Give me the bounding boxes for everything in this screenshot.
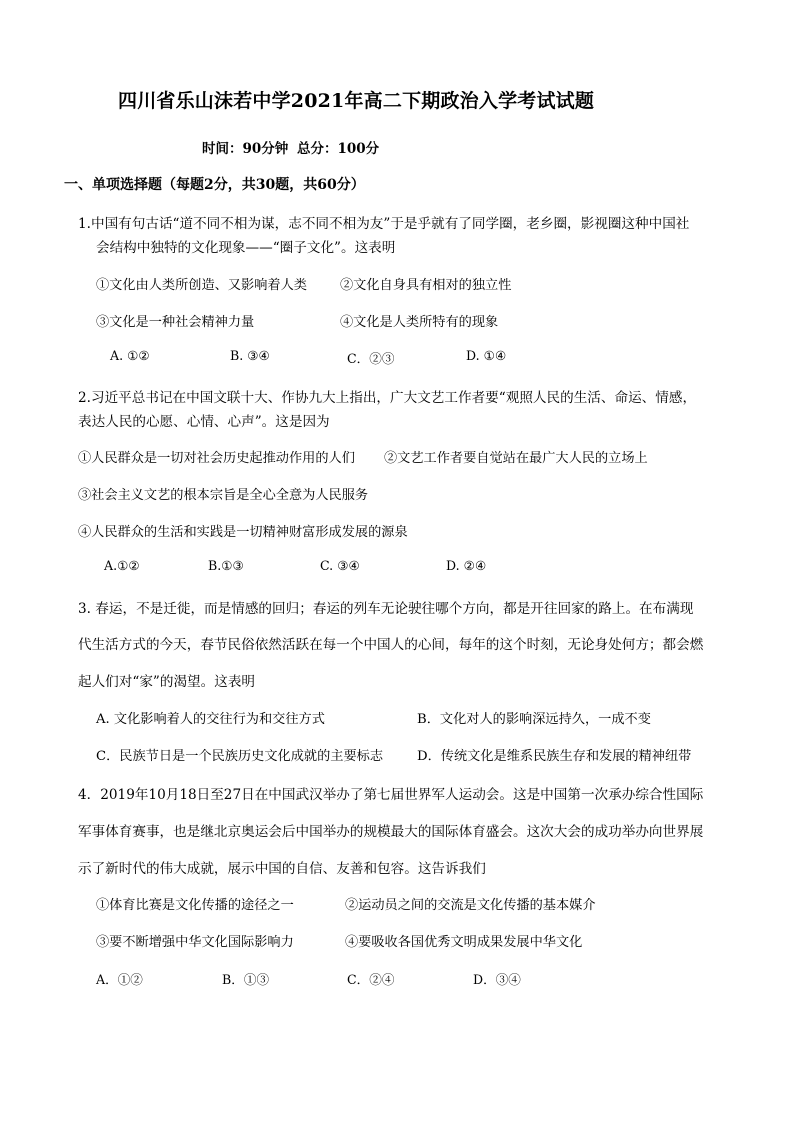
q2-statement-4: ④人民群众的生活和实践是一切精神财富形成发展的源泉 (78, 525, 408, 540)
q1-statement-3: ③文化是一种社会精神力量 (96, 315, 255, 330)
q4-stem-line1: 4．2019年10月18日至27日在中国武汉举办了第七届世界军人运动会。这是中国第一次承办综合性国际 (78, 787, 704, 803)
page-title: 四川省乐山沫若中学2021年高二下期政治入学考试试题 (118, 90, 595, 112)
q1-option-c: C．②③ (347, 351, 395, 366)
exam-time: 时间：90分钟 (202, 141, 289, 157)
q2-option-d: D. ②④ (446, 558, 487, 573)
q1-statement-1: ①文化由人类所创造、又影响着人类 (96, 278, 307, 293)
q1-option-d: D. ①④ (466, 348, 507, 363)
q4-statement-1: ①体育比赛是文化传播的途径之一 (96, 898, 294, 913)
q2-statement-3: ③社会主义文艺的根本宗旨是全心全意为人民服务 (78, 488, 369, 503)
q4-option-a: A．①② (96, 972, 143, 987)
q4-stem-line2: 军事体育赛事，也是继北京奥运会后中国举办的规模最大的国际体育盛会。这次大会的成功举办向世界展 (78, 824, 704, 840)
q2-option-c: C. ③④ (320, 558, 360, 573)
q1-stem-line1: 1.中国有句古话“道不同不相为谋，志不同不相为友”于是乎就有了同学圈，老乡圈，影视圈这种中国社 (78, 216, 690, 232)
q4-option-c: C．②④ (347, 972, 395, 987)
q1-option-a: A. ①② (110, 348, 150, 363)
q4-statement-2: ②运动员之间的交流是文化传播的基本媒介 (345, 898, 596, 913)
q2-statement-2: ②文艺工作者要自觉站在最广大人民的立场上 (384, 451, 648, 466)
q2-stem-line1: 2.习近平总书记在中国文联十大、作协九大上指出，广大文艺工作者要“观照人民的生活、命运、情感， (78, 390, 697, 406)
q2-option-b: B.①③ (208, 558, 244, 573)
q4-statement-3: ③要不断增强中华文化国际影响力 (96, 935, 294, 950)
q2-stem-line2: 表达人民的心愿、心情、心声”。这是因为 (78, 414, 330, 430)
q3-stem-line2: 代生活方式的今天，春节民俗依然活跃在每一个中国人的心间，每年的这个时刻，无论身处何方；都会燃 (78, 637, 704, 653)
section-heading: 一、单项选择题（每题2分，共30题，共60分） (64, 177, 365, 193)
q4-stem-line3: 示了新时代的伟大成就，展示中国的自信、友善和包容。这告诉我们 (78, 861, 486, 877)
q3-option-d: D．传统文化是维系民族生存和发展的精神纽带 (417, 749, 692, 764)
q3-stem-line1: 3. 春运，不是迁徙，而是情感的回归；春运的列车无论驶往哪个方向，都是开往回家的路上。在布满现 (78, 601, 694, 617)
q4-option-d: D．③④ (473, 972, 521, 987)
q3-option-b: B．文化对人的影响深远持久，一成不变 (417, 712, 651, 727)
q2-option-a: A.①② (104, 558, 140, 573)
q1-stem-line2: 会结构中独特的文化现象——“圈子文化”。这表明 (96, 240, 396, 256)
q3-stem-line3: 起人们对“家”的渴望。这表明 (78, 674, 256, 690)
q4-statement-4: ④要吸收各国优秀文明成果发展中华文化 (345, 935, 583, 950)
q3-option-a: A. 文化影响着人的交往行为和交往方式 (96, 712, 325, 727)
q4-option-b: B．①③ (222, 972, 270, 987)
exam-total-score: 总分：100分 (297, 141, 380, 157)
q1-statement-2: ②文化自身具有相对的独立性 (340, 278, 512, 293)
q3-option-c: C．民族节日是一个民族历史文化成就的主要标志 (96, 749, 384, 764)
q1-option-b: B. ③④ (230, 348, 270, 363)
q2-statement-1: ①人民群众是一切对社会历史起推动作用的人们 (78, 451, 355, 466)
q1-statement-4: ④文化是人类所特有的现象 (340, 315, 499, 330)
